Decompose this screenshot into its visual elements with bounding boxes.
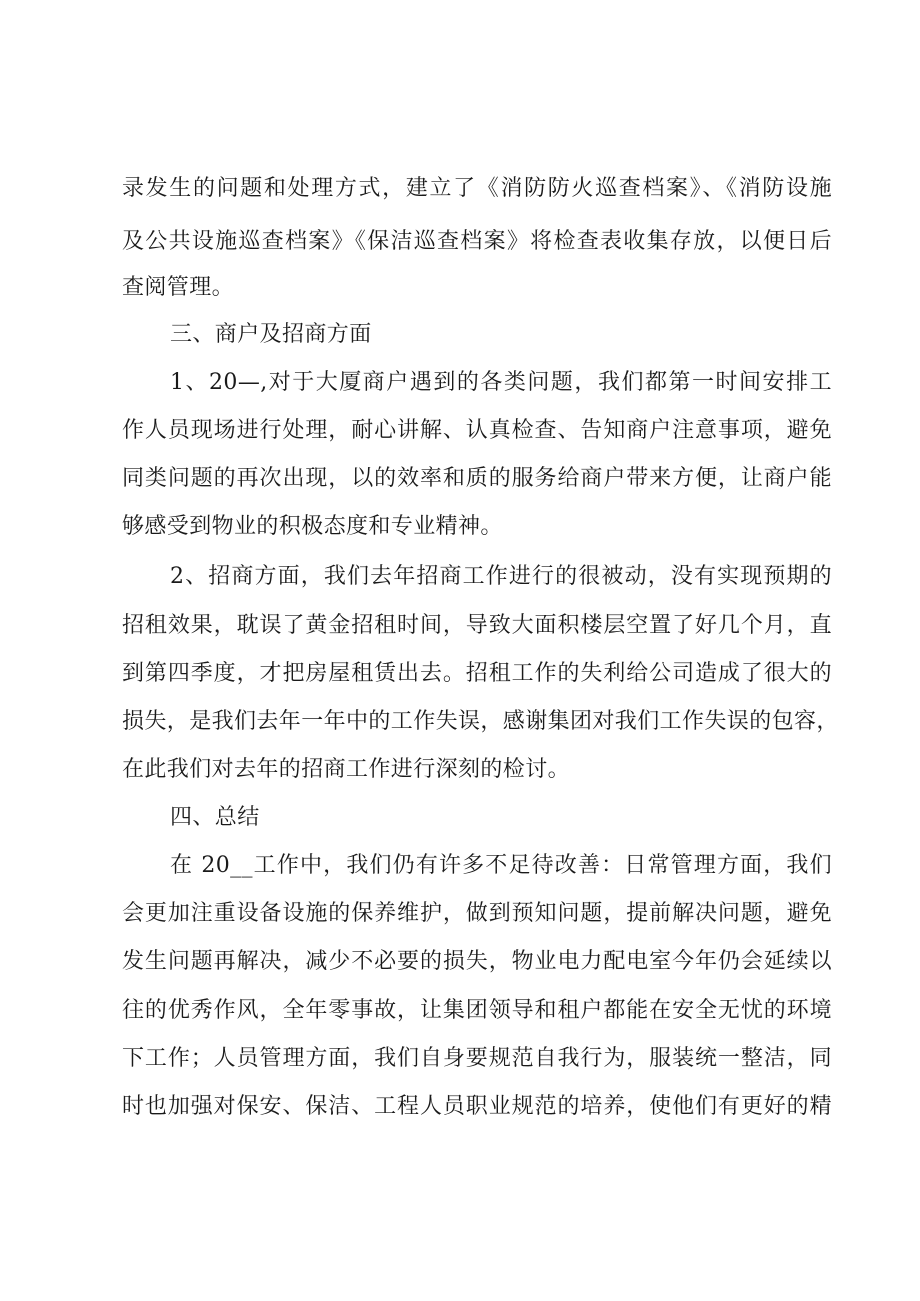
paragraph-line: 损失，是我们去年一年中的工作失误，感谢集团对我们工作失误的包容， — [122, 709, 839, 734]
paragraph-line: 到第四季度，才把房屋租赁出去。招租工作的失利给公司造成了很大的 — [122, 661, 832, 686]
paragraph-line: 录发生的问题和处理方式，建立了《消防防火巡查档案》、《消防设施 — [122, 176, 832, 201]
paragraph-line: 会更加注重设备设施的保养维护，做到预知问题，提前解决问题，避免 — [122, 901, 832, 926]
section-heading: 四、总结 — [170, 805, 260, 830]
paragraph-line: 往的优秀作风，全年零事故，让集团领导和租户都能在安全无忧的环境 — [122, 998, 832, 1023]
paragraph-line: 够感受到物业的积极态度和专业精神。 — [122, 514, 503, 539]
paragraph-line: 下工作；人员管理方面，我们自身要规范自我行为，服装统一整洁，同 — [122, 1046, 832, 1071]
paragraph-line: 1、20—,对于大厦商户遇到的各类问题，我们都第一时间安排工 — [170, 370, 832, 395]
paragraph-line: 及公共设施巡查档案》《保洁巡查档案》将检查表收集存放，以便日后 — [122, 229, 832, 254]
paragraph-line: 作人员现场进行处理，耐心讲解、认真检查、告知商户注意事项，避免 — [122, 418, 832, 443]
section-heading: 三、商户及招商方面 — [170, 322, 372, 347]
paragraph-line: 时也加强对保安、保洁、工程人员职业规范的培养，使他们有更好的精 — [122, 1094, 832, 1119]
paragraph-line: 查阅管理。 — [122, 275, 235, 300]
paragraph-line: 在此我们对去年的招商工作进行深刻的检讨。 — [122, 757, 571, 782]
paragraph-line: 同类问题的再次出现，以的效率和质的服务给商户带来方便，让商户能 — [122, 466, 832, 491]
paragraph-line: 招租效果，耽误了黄金招租时间，导致大面积楼层空置了好几个月，直 — [122, 613, 832, 638]
paragraph-line: 在 20__工作中，我们仍有许多不足待改善：日常管理方面，我们 — [170, 853, 832, 878]
paragraph-line: 2、招商方面，我们去年招商工作进行的很被动，没有实现预期的 — [170, 564, 832, 589]
paragraph-line: 发生问题再解决，减少不必要的损失，物业电力配电室今年仍会延续以 — [122, 949, 832, 974]
